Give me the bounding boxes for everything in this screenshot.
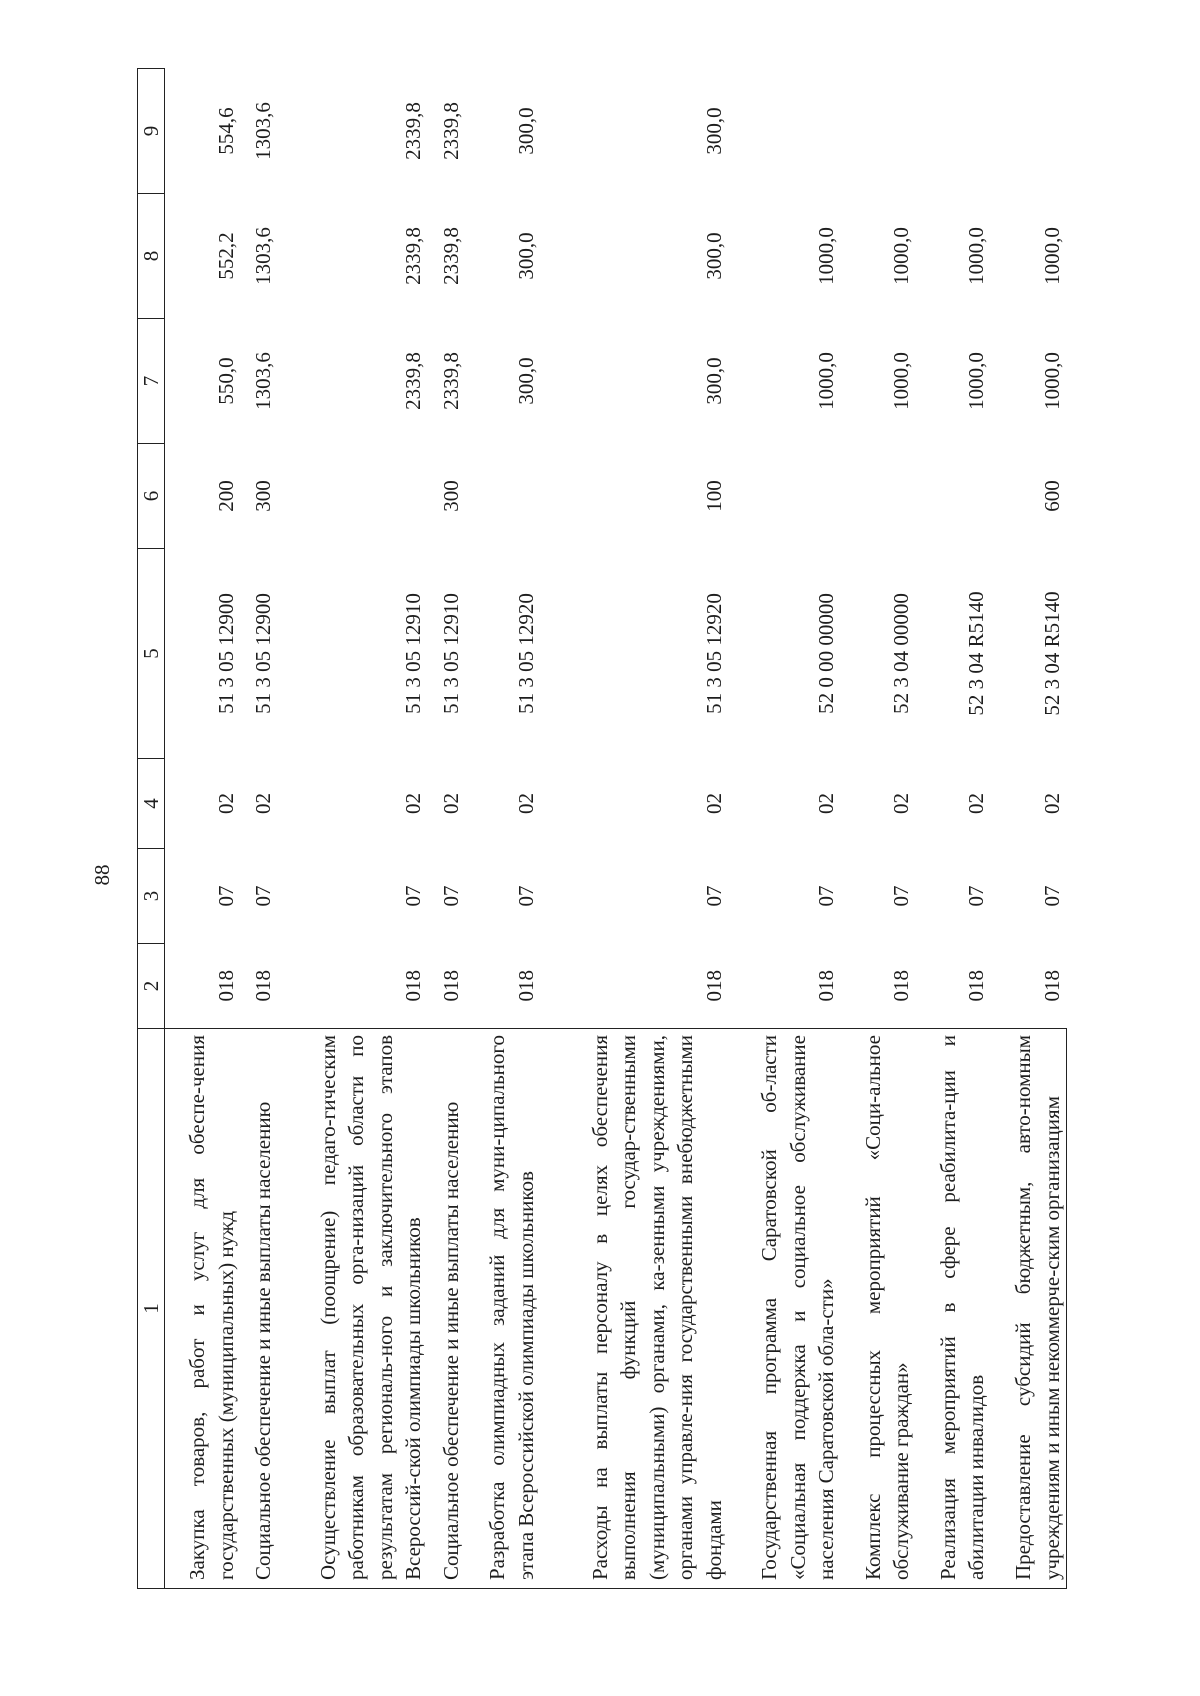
cell-target-article: 52 0 00 00000 [814, 593, 839, 714]
cell-amount-year3: 300,0 [701, 107, 726, 155]
table-row [278, 69, 428, 1589]
cell-amount-year2: 2339,8 [401, 227, 426, 285]
cell-target-article: 52 3 04 R5140 [964, 591, 989, 716]
row-name: Социальное обеспечение и иные выплаты населению [428, 1029, 466, 1589]
cell-amount-year3: 300,0 [513, 107, 538, 155]
cell-expense-type: 300 [438, 480, 463, 512]
cell-ministry-code: 018 [701, 970, 726, 1002]
cell-target-article: 51 3 05 12920 [701, 593, 726, 714]
cell-amount-year2: 2339,8 [438, 227, 463, 285]
table-row [465, 69, 540, 1589]
cell-section: 07 [814, 885, 839, 907]
cell-amount-year3 [728, 69, 841, 194]
cell-target-article: 51 3 05 12920 [513, 593, 538, 714]
column-header: 1 [138, 1029, 165, 1589]
row-name: Осуществление выплат (поощрение) педаго-гическим работникам образовательных орга-низаций области по результатам региональ-ного и заключительного этапов Всероссий-ской олимпиады школьников [278, 1029, 428, 1589]
cell-amount-year1: 550,0 [213, 357, 238, 405]
cell-amount-year1: 1000,0 [964, 352, 989, 410]
cell-section: 07 [1040, 885, 1064, 907]
cell-section: 07 [964, 885, 989, 907]
cell-ministry-code: 018 [964, 970, 989, 1002]
budget-table [137, 68, 1067, 1589]
row-name: Расходы на выплаты персоналу в целях обеспечения выполнения функций государ-ственными (муниципальными) органами, ка-зенными учреждениями, органами управле-ния государственными внебюджетными фондами [540, 1029, 728, 1589]
cell-subsection: 02 [513, 793, 538, 814]
cell-expense-type: 300 [251, 480, 276, 512]
cell-subsection: 02 [251, 793, 276, 814]
cell-amount-year1: 2339,8 [401, 352, 426, 410]
cell-ministry-code: 018 [213, 970, 238, 1002]
cell-target-article: 51 3 05 12900 [213, 593, 238, 714]
column-header: 6 [138, 444, 165, 549]
cell-amount-year2: 300,0 [513, 232, 538, 280]
cell-amount-year1: 300,0 [701, 357, 726, 405]
column-header: 5 [138, 549, 165, 759]
cell-target-article: 51 3 05 12910 [438, 593, 463, 714]
cell-amount-year2: 300,0 [701, 232, 726, 280]
row-name: Закупка товаров, работ и услуг для обеспе-чения государственных (муниципальных) нужд [165, 1029, 241, 1589]
cell-amount-year3: 554,6 [213, 107, 238, 155]
cell-amount-year3: 1303,6 [251, 102, 276, 160]
cell-amount-year1: 1000,0 [889, 352, 914, 410]
cell-subsection: 02 [814, 793, 839, 814]
cell-target-article: 51 3 05 12900 [251, 593, 276, 714]
cell-amount-year3: 2339,8 [438, 102, 463, 160]
cell-amount-year3: 2339,8 [401, 102, 426, 160]
cell-amount-year2: 1000,0 [814, 227, 839, 285]
row-name: Социальное обеспечение и иные выплаты населению [240, 1029, 278, 1589]
page-number: 88 [90, 864, 114, 886]
cell-section: 07 [251, 885, 276, 907]
cell-amount-year2: 552,2 [213, 232, 238, 280]
table-row [428, 69, 466, 1589]
cell-section: 07 [213, 885, 238, 907]
cell-expense-type: 100 [701, 480, 726, 512]
row-name: Разработка олимпиадных заданий для муни-ципального этапа Всероссийской олимпиады школьников [465, 1029, 540, 1589]
cell-expense-type [728, 444, 841, 549]
cell-ministry-code: 018 [251, 970, 276, 1002]
cell-subsection: 02 [438, 793, 463, 814]
table-row [165, 69, 241, 1589]
cell-ministry-code: 018 [889, 970, 914, 1002]
cell-subsection: 02 [889, 793, 914, 814]
row-name: Предоставление субсидий бюджетным, авто-номным учреждениям и иным некоммерче-ским организациям [991, 1029, 1067, 1589]
cell-expense-type [841, 444, 916, 549]
column-header: 4 [138, 759, 165, 849]
cell-expense-type: 200 [213, 480, 238, 512]
cell-amount-year3 [841, 69, 916, 194]
cell-target-article: 52 3 04 R5140 [1040, 591, 1064, 716]
table-row [991, 69, 1067, 1589]
cell-amount-year3 [991, 69, 1067, 194]
table-row [240, 69, 278, 1589]
cell-amount-year1: 300,0 [513, 357, 538, 405]
cell-subsection: 02 [964, 793, 989, 814]
cell-amount-year1: 1000,0 [814, 352, 839, 410]
cell-expense-type [278, 444, 428, 549]
cell-ministry-code: 018 [1040, 970, 1064, 1002]
cell-amount-year2: 1000,0 [1040, 227, 1064, 285]
cell-subsection: 02 [213, 793, 238, 814]
cell-section: 07 [438, 885, 463, 907]
rotated-table-container [137, 69, 1067, 1589]
column-header: 2 [138, 944, 165, 1029]
column-header: 3 [138, 849, 165, 944]
cell-target-article: 51 3 05 12910 [401, 593, 426, 714]
table-row [728, 69, 841, 1589]
column-header: 8 [138, 194, 165, 319]
cell-ministry-code: 018 [513, 970, 538, 1002]
cell-subsection: 02 [1040, 793, 1064, 814]
cell-section: 07 [701, 885, 726, 907]
cell-subsection: 02 [401, 793, 426, 814]
table-row [841, 69, 916, 1589]
cell-expense-type [916, 444, 991, 549]
row-name: Реализация мероприятий в сфере реабилита-ции и абилитации инвалидов [916, 1029, 991, 1589]
cell-amount-year2: 1000,0 [964, 227, 989, 285]
cell-target-article: 52 3 04 00000 [889, 593, 914, 714]
cell-ministry-code: 018 [401, 970, 426, 1002]
cell-expense-type [465, 444, 540, 549]
cell-amount-year2: 1303,6 [251, 227, 276, 285]
header-row [138, 69, 165, 1589]
cell-amount-year1: 1000,0 [1040, 352, 1064, 410]
row-name: Комплекс процессных мероприятий «Соци-альное обслуживание граждан» [841, 1029, 916, 1589]
cell-amount-year1: 2339,8 [438, 352, 463, 410]
cell-amount-year1: 1303,6 [251, 352, 276, 410]
cell-ministry-code: 018 [438, 970, 463, 1002]
cell-subsection: 02 [701, 793, 726, 814]
cell-section: 07 [513, 885, 538, 907]
table-row [540, 69, 728, 1589]
cell-amount-year2: 1000,0 [889, 227, 914, 285]
column-header: 9 [138, 69, 165, 194]
cell-amount-year3 [916, 69, 991, 194]
table-row [916, 69, 991, 1589]
cell-expense-type: 600 [1040, 480, 1064, 512]
cell-section: 07 [889, 885, 914, 907]
cell-ministry-code: 018 [814, 970, 839, 1002]
cell-section: 07 [401, 885, 426, 907]
column-header: 7 [138, 319, 165, 444]
row-name: Государственная программа Саратовской об-ласти «Социальная поддержка и социальное обслуживание населения Саратовской обла-сти» [728, 1029, 841, 1589]
